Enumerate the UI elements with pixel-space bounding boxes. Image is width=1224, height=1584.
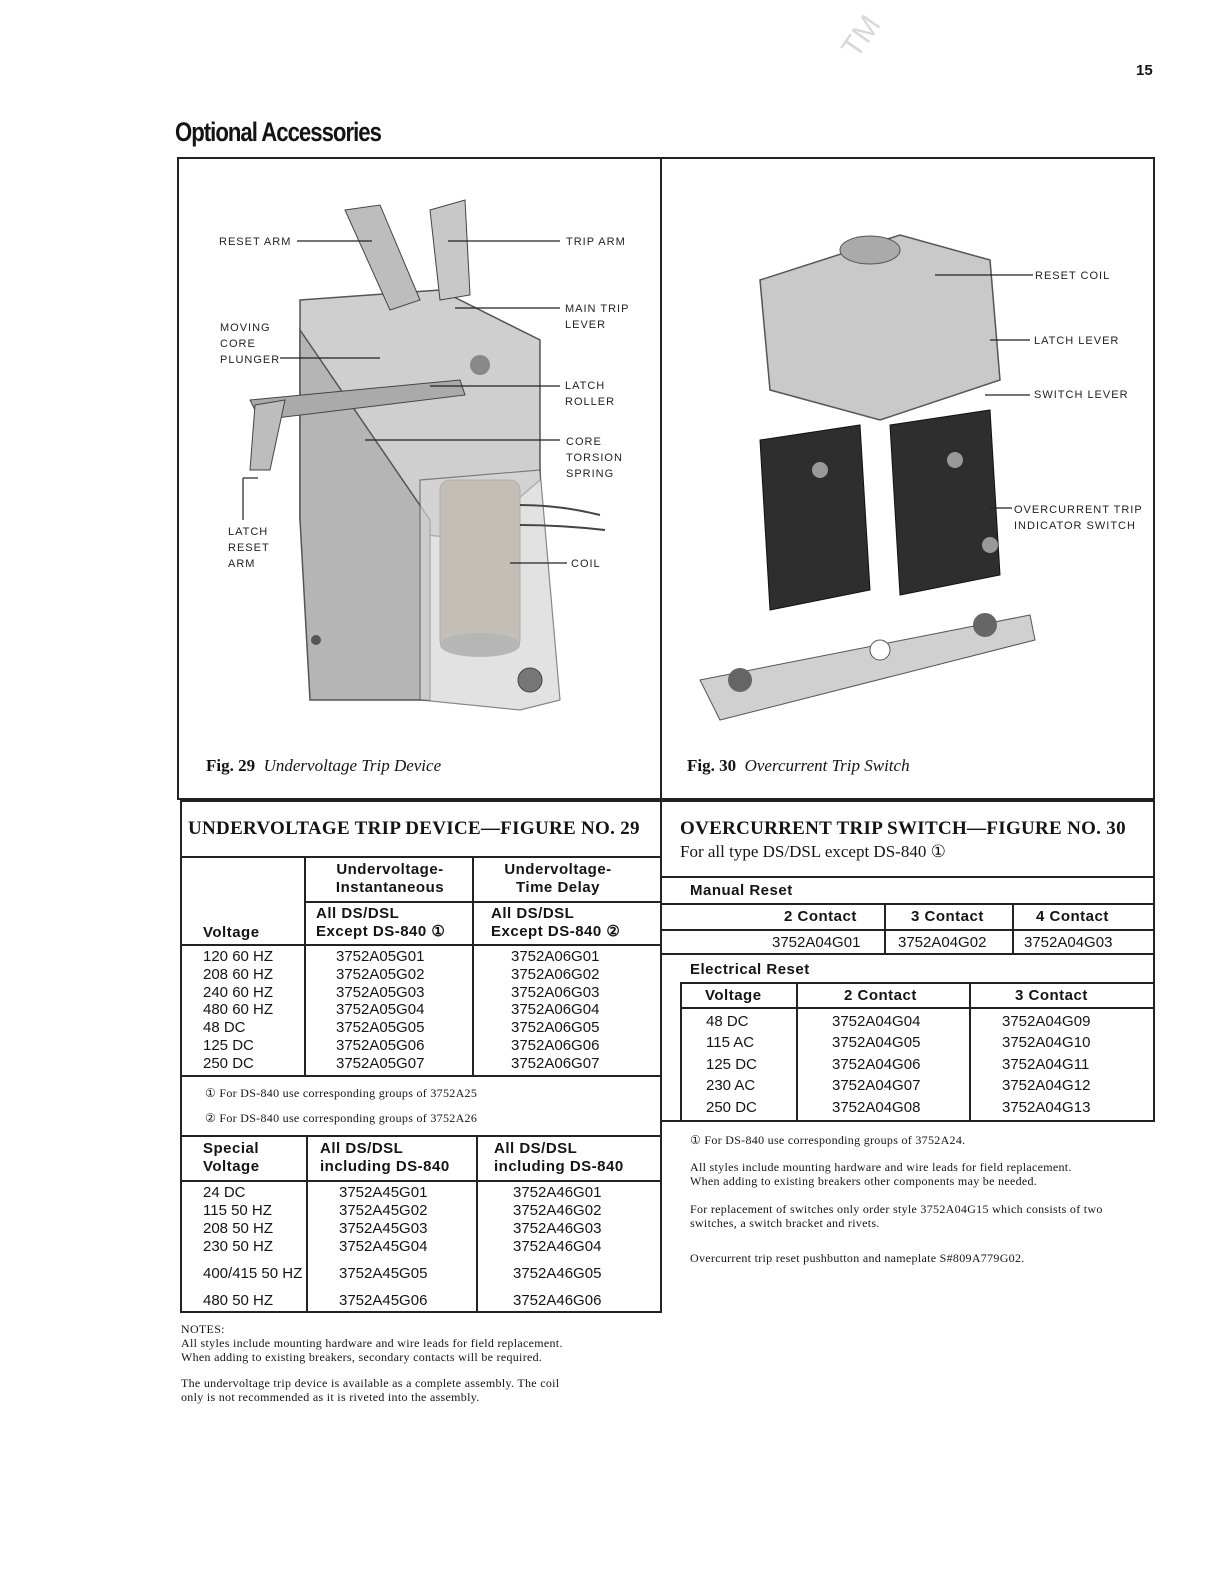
fig29-caption-text: Undervoltage Trip Device — [263, 756, 442, 775]
uv-voltage-header: Voltage — [203, 924, 260, 941]
uv-special-voltage-5: 400/415 50 HZ — [203, 1265, 303, 1282]
oc-rule-6 — [680, 1007, 1155, 1009]
fig29-caption — [206, 756, 441, 776]
oc-manual-value-2: 3752A04G02 — [898, 934, 987, 951]
oc-elec-header-2: 2 Contact — [844, 987, 917, 1004]
oc-manual-header-2: 3 Contact — [911, 908, 984, 925]
oc-electrical-reset-label: Electrical Reset — [690, 961, 810, 978]
fig30-caption-text: Overcurrent Trip Switch — [744, 756, 910, 775]
uv-notes-line-2: The undervoltage trip device is available as a complete assembly. The coil only is not recommended as it is riveted into the assembly. — [181, 1376, 560, 1404]
uv-notes-line-1: All styles include mounting hardware and wire leads for field replacement. When adding to existing breakers, secondary contacts will be required. — [181, 1336, 563, 1364]
uv-sub-header-1: All DS/DSL Except DS-840 ① — [316, 905, 446, 940]
uv-rule-6 — [180, 1180, 662, 1182]
oc-rule-3 — [660, 929, 1155, 931]
uv-special-inst-3: 3752A45G03 — [339, 1220, 428, 1237]
callout-latch-lever: LATCH LEVER — [1034, 335, 1120, 347]
oc-elec-row-1-c2: 3752A04G04 — [832, 1013, 921, 1030]
callout-trip-arm: TRIP ARM — [566, 236, 626, 248]
uv-special-td-2: 3752A46G02 — [513, 1202, 602, 1219]
uv-special-sub-2: All DS/DSL including DS-840 — [494, 1140, 624, 1175]
oc-elec-row-2-c2: 3752A04G05 — [832, 1034, 921, 1051]
uv-rule-2 — [304, 901, 662, 903]
uv-special-voltage-3: 208 50 HZ — [203, 1220, 274, 1237]
oc-elec-header-3: 3 Contact — [1015, 987, 1088, 1004]
fig30-label: Fig. 30 — [687, 756, 737, 775]
oc-table-subtitle: For all type DS/DSL except DS-840 ① — [680, 842, 946, 861]
uv-special-td-5: 3752A46G05 — [513, 1265, 602, 1282]
oc-elec-row-2-voltage: 115 AC — [706, 1034, 755, 1051]
oc-elec-row-3-c2: 3752A04G06 — [832, 1056, 921, 1073]
oc-manual-value-3: 3752A04G03 — [1024, 934, 1113, 951]
uv-special-td-4: 3752A46G04 — [513, 1238, 602, 1255]
fig29-label: Fig. 29 — [206, 756, 256, 775]
oc-elec-row-5-c3: 3752A04G13 — [1002, 1099, 1091, 1116]
oc-elec-header-voltage: Voltage — [705, 987, 762, 1004]
oc-elec-row-3-voltage: 125 DC — [706, 1056, 757, 1073]
uv-rule-3 — [180, 944, 662, 946]
uv-special-sub-1: All DS/DSL including DS-840 — [320, 1140, 450, 1175]
uv-special-col-rule-2 — [476, 1135, 478, 1313]
uv-rule-4 — [180, 1075, 662, 1077]
callout-overcurrent-trip-indicator-switch: OVERCURRENT TRIP INDICATOR SWITCH — [1014, 504, 1143, 532]
uv-instantaneous-list: 3752A05G01 3752A05G02 3752A05G03 3752A05G04 3752A05G05 3752A05G06 3752A05G07 — [336, 948, 425, 1072]
oc-manual-col-rule-2 — [1012, 903, 1014, 953]
uv-sub-header-2: All DS/DSL Except DS-840 ② — [491, 905, 621, 940]
callout-latch-reset-arm: LATCH RESET ARM — [228, 526, 270, 570]
oc-manual-header-3: 4 Contact — [1036, 908, 1109, 925]
oc-rule-2 — [660, 903, 1155, 905]
oc-manual-col-rule-1 — [884, 903, 886, 953]
uv-special-header: Special Voltage — [203, 1140, 260, 1175]
uv-rule-5 — [180, 1135, 662, 1137]
callout-reset-coil: RESET COIL — [1035, 270, 1111, 282]
oc-notes-line-3: Overcurrent trip reset pushbutton and nameplate S#809A779G02. — [690, 1251, 1025, 1265]
oc-elec-row-1-c3: 3752A04G09 — [1002, 1013, 1091, 1030]
oc-elec-row-2-c3: 3752A04G10 — [1002, 1034, 1091, 1051]
callout-reset-arm: RESET ARM — [219, 236, 292, 248]
oc-elec-left-rule — [680, 982, 682, 1122]
oc-table-title: OVERCURRENT TRIP SWITCH—FIGURE NO. 30 — [680, 818, 1126, 839]
uv-group-instantaneous: Undervoltage- Instantaneous — [335, 861, 445, 896]
page-number: 15 — [1136, 62, 1153, 79]
uv-time-delay-list: 3752A06G01 3752A06G02 3752A06G03 3752A06G04 3752A06G05 3752A06G06 3752A06G07 — [511, 948, 600, 1072]
uv-footnote-2: ② For DS-840 use corresponding groups of 3752A26 — [205, 1111, 478, 1125]
oc-elec-row-4-c3: 3752A04G12 — [1002, 1077, 1091, 1094]
uv-special-inst-1: 3752A45G01 — [339, 1184, 428, 1201]
uv-special-voltage-6: 480 50 HZ — [203, 1292, 274, 1309]
uv-special-td-1: 3752A46G01 — [513, 1184, 602, 1201]
oc-elec-row-4-voltage: 230 AC — [706, 1077, 756, 1094]
uv-table-title: UNDERVOLTAGE TRIP DEVICE—FIGURE NO. 29 — [188, 818, 640, 839]
callout-latch-roller: LATCH ROLLER — [565, 380, 616, 408]
oc-rule-4 — [660, 953, 1155, 955]
page-title: Optional Accessories — [175, 117, 381, 147]
callout-coil: COIL — [571, 558, 601, 570]
uv-group-time-delay: Undervoltage- Time Delay — [504, 861, 612, 896]
callout-core-torsion-spring: CORE TORSION SPRING — [566, 436, 623, 480]
uv-special-inst-5: 3752A45G05 — [339, 1265, 428, 1282]
oc-elec-col-rule-2 — [969, 982, 971, 1122]
uv-notes-heading: NOTES: — [181, 1322, 225, 1336]
oc-manual-reset-label: Manual Reset — [690, 882, 793, 899]
uv-footnote-1: ① For DS-840 use corresponding groups of 3752A25 — [205, 1086, 478, 1100]
callout-moving-core-plunger: MOVING CORE PLUNGER — [220, 322, 281, 366]
uv-rule-1 — [180, 856, 662, 858]
oc-elec-row-4-c2: 3752A04G07 — [832, 1077, 921, 1094]
uv-special-voltage-2: 115 50 HZ — [203, 1202, 272, 1219]
oc-elec-row-1-voltage: 48 DC — [706, 1013, 749, 1030]
oc-elec-row-3-c3: 3752A04G11 — [1002, 1056, 1090, 1073]
oc-manual-header-1: 2 Contact — [784, 908, 857, 925]
oc-notes-line-1: All styles include mounting hardware and wire leads for field replacement. When adding to existing breakers other components may be needed. — [690, 1160, 1072, 1188]
uv-special-inst-4: 3752A45G04 — [339, 1238, 428, 1255]
uv-col-rule-2 — [472, 856, 474, 1076]
oc-notes-line-2: For replacement of switches only order style 3752A04G15 which consists of two switches, a switch bracket and rivets. — [690, 1202, 1103, 1230]
uv-voltage-list: 120 60 HZ 208 60 HZ 240 60 HZ 480 60 HZ 48 DC 125 DC 250 DC — [203, 948, 274, 1072]
uv-col-rule-1 — [304, 856, 306, 1076]
fig30-caption — [687, 756, 910, 776]
oc-rule-1 — [660, 876, 1155, 878]
watermark-mark: TM — [835, 9, 888, 64]
oc-rule-5 — [680, 982, 1155, 984]
uv-special-inst-6: 3752A45G06 — [339, 1292, 428, 1309]
oc-elec-col-rule-1 — [796, 982, 798, 1122]
oc-manual-value-1: 3752A04G01 — [772, 934, 861, 951]
callout-switch-lever: SWITCH LEVER — [1034, 389, 1129, 401]
callout-main-trip-lever: MAIN TRIP LEVER — [565, 303, 630, 331]
uv-special-td-6: 3752A46G06 — [513, 1292, 602, 1309]
oc-footnote: ① For DS-840 use corresponding groups of 3752A24. — [690, 1133, 966, 1147]
uv-special-td-3: 3752A46G03 — [513, 1220, 602, 1237]
uv-special-col-rule-1 — [306, 1135, 308, 1313]
uv-special-inst-2: 3752A45G02 — [339, 1202, 428, 1219]
oc-elec-row-5-c2: 3752A04G08 — [832, 1099, 921, 1116]
oc-elec-row-5-voltage: 250 DC — [706, 1099, 757, 1116]
uv-special-voltage-4: 230 50 HZ — [203, 1238, 274, 1255]
uv-special-voltage-1: 24 DC — [203, 1184, 246, 1201]
